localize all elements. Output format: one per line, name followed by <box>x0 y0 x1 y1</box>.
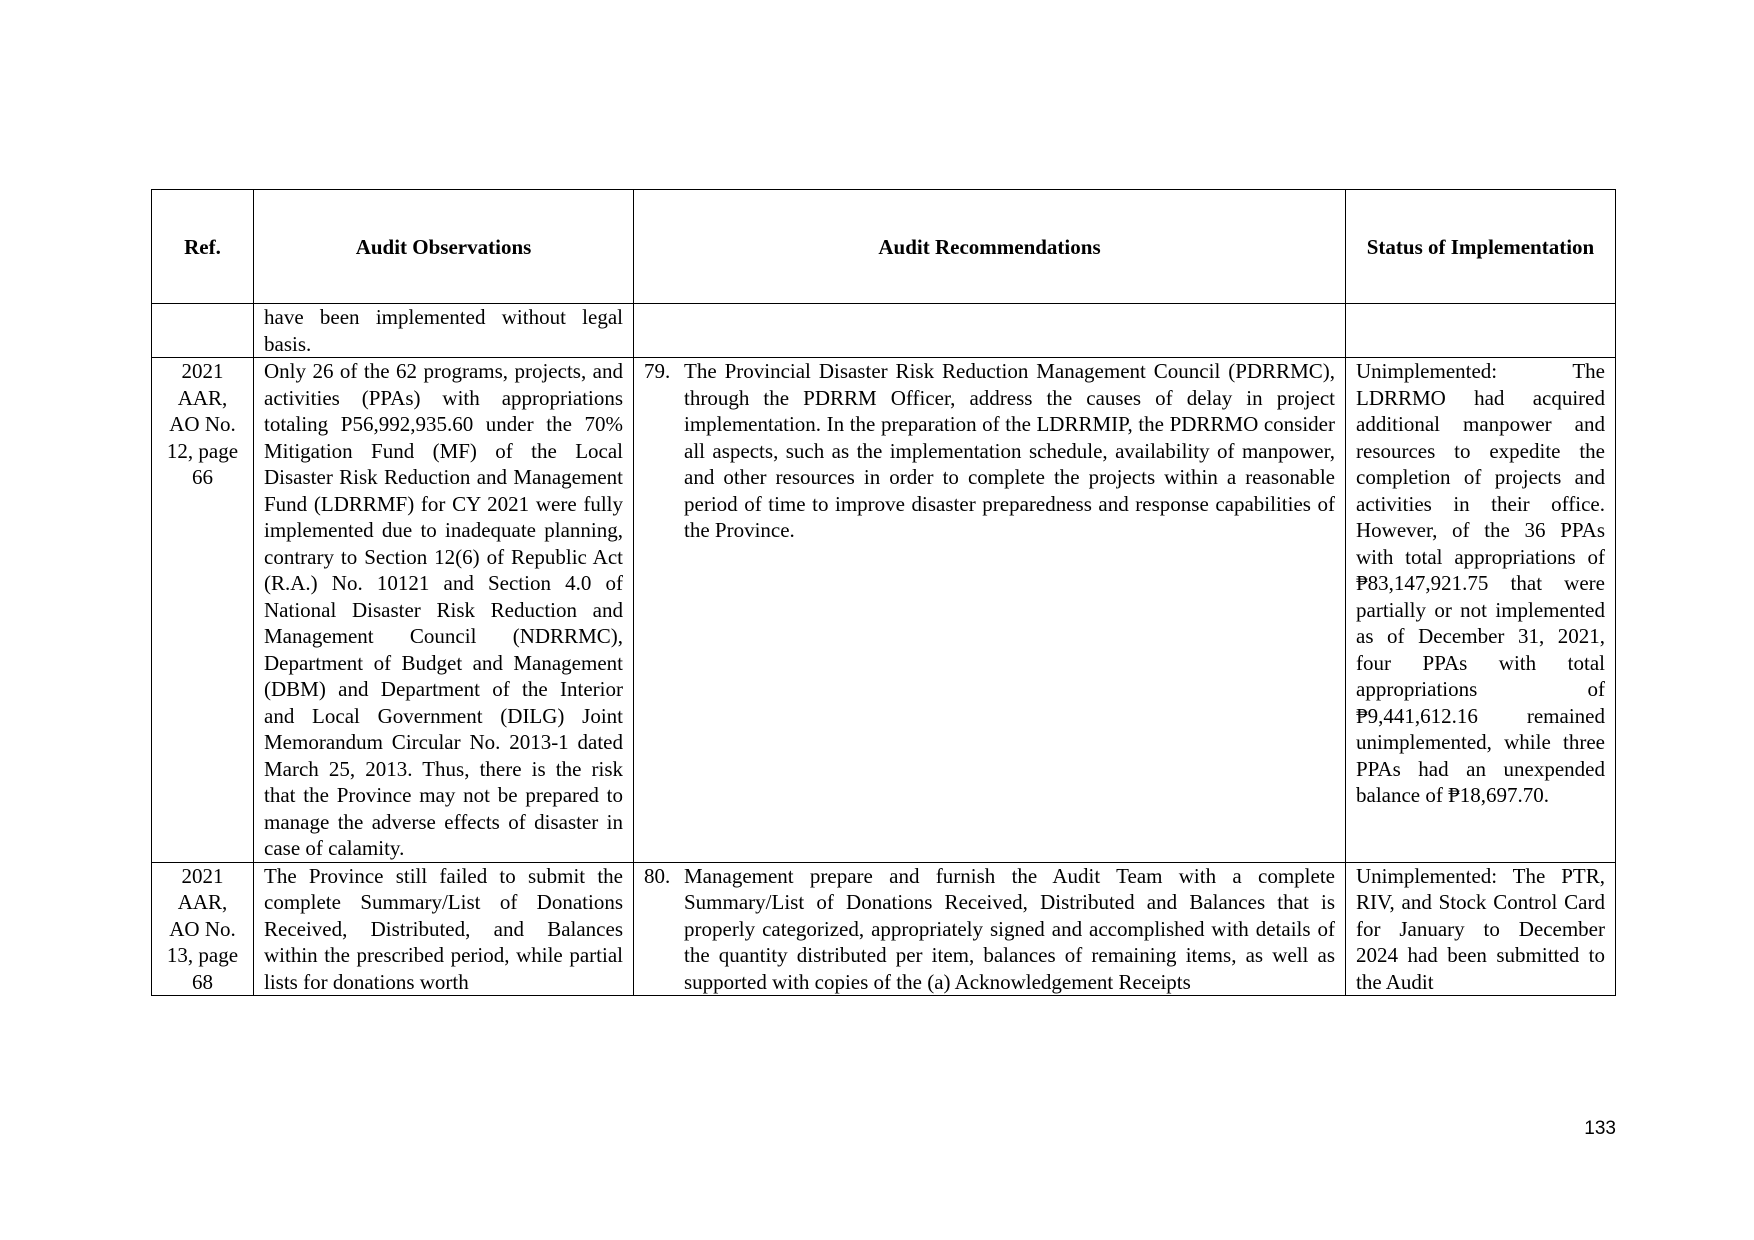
table-row <box>152 358 1616 863</box>
header-status-of-implementation: Status of Implementation <box>1346 190 1616 304</box>
row-recommendation <box>634 304 1346 358</box>
row-observation: have been implemented without legal basis. <box>254 304 634 358</box>
header-audit-recommendations: Audit Recommendations <box>634 190 1346 304</box>
recommendation-text: The Provincial Disaster Risk Reduction Management Council (PDRRMC), through the PDRRM Officer, address the causes of delay in project implementation. In the preparation of the LDRRMIP, the PDRRMO consider all aspects, such as the implementation schedule, availability of manpower, and other resources in order to complete the projects within a reasonable period of time to improve disaster preparedness and response capabilities of the Province. <box>684 359 1335 542</box>
row-ref: 2021 AAR, AO No. 13, page 68 <box>152 862 254 996</box>
row-ref: 2021 AAR, AO No. 12, page 66 <box>152 358 254 863</box>
audit-status-table <box>151 189 1616 996</box>
recommendation-number: 79. <box>644 359 671 383</box>
table-header-row <box>152 190 1616 304</box>
row-recommendation <box>634 862 1346 996</box>
row-status <box>1346 304 1616 358</box>
header-ref: Ref. <box>152 190 254 304</box>
header-audit-observations: Audit Observations <box>254 190 634 304</box>
row-observation: Only 26 of the 62 programs, projects, and activities (PPAs) with appropriations totaling P56,992,935.60 under the 70% Mitigation Fund (MF) of the Local Disaster Risk Reduction and Management Fund (LDRRMF) for CY 2021 were fully implemented due to inadequate planning, contrary to Section 12(6) of Republic Act (R.A.) No. 10121 and Section 4.0 of National Disaster Risk Reduction and Management Council (NDRRMC), Department of Budget and Management (DBM) and Department of the Interior and Local Government (DILG) Joint Memorandum Circular No. 2013-1 dated March 25, 2013. Thus, there is the risk that the Province may not be prepared to manage the adverse effects of disaster in case of calamity. <box>254 358 634 863</box>
row-ref <box>152 304 254 358</box>
table-row <box>152 304 1616 358</box>
row-observation: The Province still failed to submit the complete Summary/List of Donations Received, Distributed, and Balances within the prescribed period, while partial lists for donations worth <box>254 862 634 996</box>
page-number: 133 <box>1584 1118 1616 1139</box>
row-status: Unimplemented: The PTR, RIV, and Stock Control Card for January to December 2024 had been submitted to the Audit <box>1346 862 1616 996</box>
recommendation-text: Management prepare and furnish the Audit Team with a complete Summary/List of Donations Received, Distributed and Balances that is properly categorized, appropriately signed and accomplished with details of the quantity distributed per item, balances of remaining items, as well as supported with copies of the (a) Acknowledgement Receipts <box>684 863 1335 994</box>
recommendation-number: 80. <box>644 863 671 888</box>
table-row <box>152 862 1616 996</box>
row-status: Unimplemented: The LDRRMO had acquired additional manpower and resources to expedite the completion of projects and activities in their office. However, of the 36 PPAs with total appropriations of ₱83,147,921.75 that were partially or not implemented as of December 31, 2021, four PPAs with total appropriations of ₱9,441,612.16 remained unimplemented, while three PPAs had an unexpended balance of ₱18,697.70. <box>1346 358 1616 863</box>
row-recommendation <box>634 358 1346 863</box>
